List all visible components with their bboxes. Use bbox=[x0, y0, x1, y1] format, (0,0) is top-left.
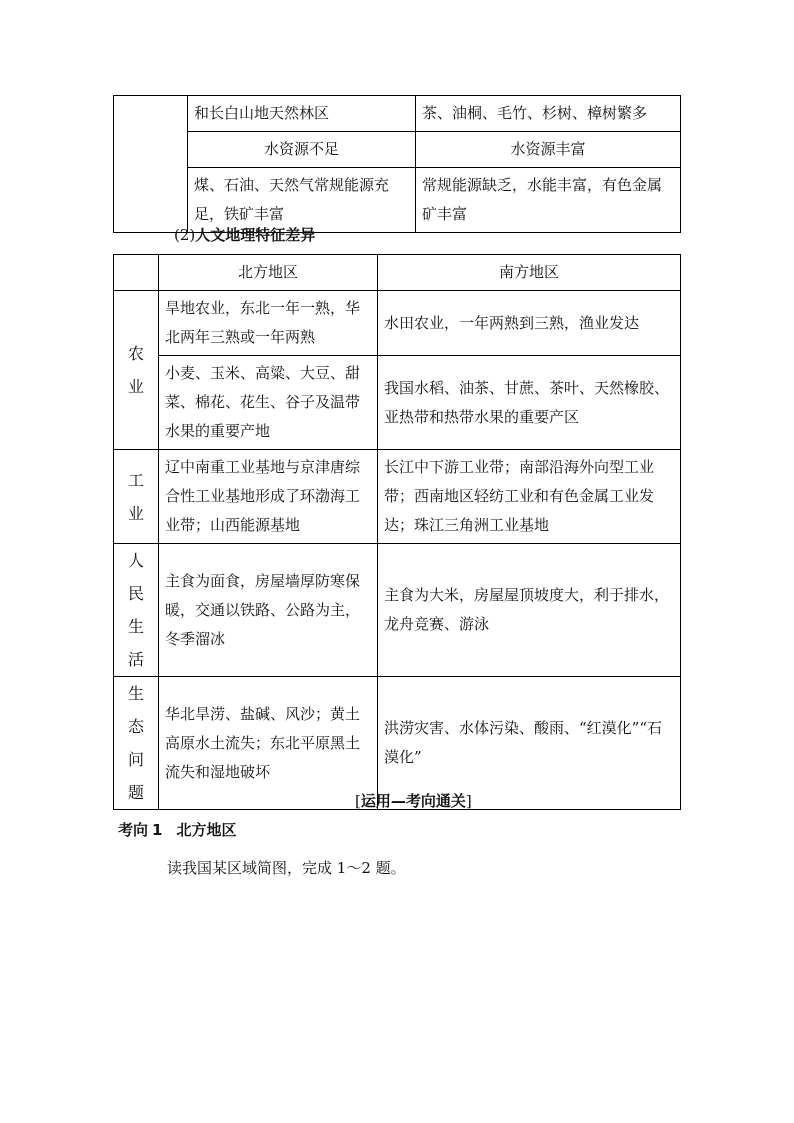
row-label-text: 农 业 bbox=[127, 344, 144, 396]
south-cell: 洪涝灾害、水体污染、酸雨、“红漠化”“石漠化” bbox=[378, 677, 681, 810]
caption-text: 运用—考向通关 bbox=[360, 792, 466, 810]
row-label-agriculture bbox=[114, 291, 159, 450]
section-title: 人文地理特征差异 bbox=[195, 226, 316, 244]
question-text: 读我国某区域简图，完成 1～2 题。 bbox=[167, 859, 406, 877]
row-label-cell bbox=[114, 96, 188, 233]
section-caption bbox=[355, 790, 472, 811]
section-number: (2) bbox=[174, 226, 196, 244]
kaoxiang-heading bbox=[118, 819, 236, 840]
kaoxiang-number: 1 bbox=[152, 821, 163, 839]
row-label-life bbox=[114, 544, 159, 677]
header-south: 南方地区 bbox=[378, 255, 681, 291]
kaoxiang-label: 考向 bbox=[118, 821, 149, 839]
natural-features-table bbox=[113, 95, 681, 233]
header-empty-cell bbox=[114, 255, 159, 291]
south-cell: 茶、油桐、毛竹、杉树、樟树繁多 bbox=[415, 96, 680, 132]
caption-close-bracket: ] bbox=[465, 792, 472, 810]
north-cell: 煤、石油、天然气常规能源充足，铁矿丰富 bbox=[187, 168, 415, 233]
south-cell: 水资源丰富 bbox=[415, 132, 680, 168]
header-north: 北方地区 bbox=[159, 255, 378, 291]
south-cell: 长江中下游工业带；南部沿海外向型工业带；西南地区轻纺工业和有色金属工业发达；珠江三角洲工业基地 bbox=[378, 450, 681, 544]
north-cell: 水资源不足 bbox=[187, 132, 415, 168]
row-label-text: 工 业 bbox=[127, 470, 144, 523]
north-cell: 和长白山地天然林区 bbox=[187, 96, 415, 132]
north-cell: 辽中南重工业基地与京津唐综合性工业基地形成了环渤海工业带；山西能源基地 bbox=[159, 450, 378, 544]
kaoxiang-title: 北方地区 bbox=[176, 821, 237, 839]
north-cell: 华北旱涝、盐碱、风沙；黄土高原水土流失；东北平原黑土流失和湿地破坏 bbox=[159, 677, 378, 810]
section-heading bbox=[174, 224, 315, 245]
row-label-industry bbox=[114, 450, 159, 544]
row-label-ecology bbox=[114, 677, 159, 810]
south-cell: 水田农业，一年两熟到三熟，渔业发达 bbox=[378, 291, 681, 356]
caption-open-bracket: [ bbox=[355, 792, 361, 810]
row-label-text: 人 民 生 活 bbox=[127, 551, 144, 669]
row-label-text: 生 态 问 题 bbox=[127, 684, 144, 802]
human-geography-table bbox=[113, 254, 681, 810]
north-cell: 小麦、玉米、高粱、大豆、甜菜、棉花、花生、谷子及温带水果的重要产地 bbox=[159, 356, 378, 450]
north-cell: 主食为面食，房屋墙厚防寒保暖，交通以铁路、公路为主，冬季溜冰 bbox=[159, 544, 378, 677]
north-cell: 旱地农业，东北一年一熟，华北两年三熟或一年两熟 bbox=[159, 291, 378, 356]
south-cell: 主食为大米，房屋屋顶坡度大，利于排水，龙舟竞赛、游泳 bbox=[378, 544, 681, 677]
south-cell: 常规能源缺乏，水能丰富，有色金属矿丰富 bbox=[415, 168, 680, 233]
south-cell: 我国水稻、油茶、甘蔗、茶叶、天然橡胶、亚热带和热带水果的重要产区 bbox=[378, 356, 681, 450]
